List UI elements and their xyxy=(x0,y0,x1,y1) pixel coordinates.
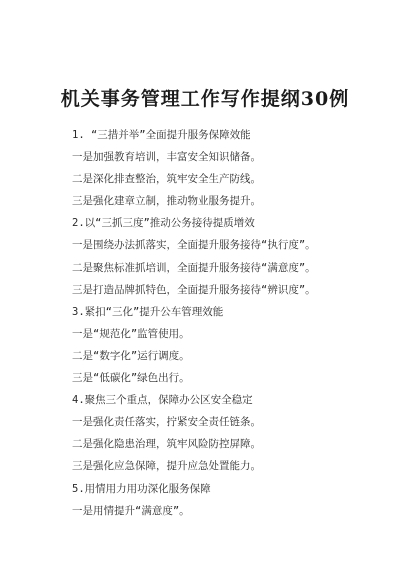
outline-item: 三是打造品牌抓特色，全面提升服务接待“辨识度”。 xyxy=(72,283,316,296)
outline-heading-5: 5.用情用力用功深化服务保障 xyxy=(72,482,211,495)
outline-heading-1: 1. “三措并举”全面提升服务保障效能 xyxy=(72,129,251,141)
outline-item: 三是强化应急保障，提升应急处置能力。 xyxy=(72,460,261,473)
outline-list xyxy=(72,124,392,522)
outline-heading-2: 2.以“三抓三度”推动公务接待提质增效 xyxy=(72,217,255,230)
outline-item: 二是深化排查整治，筑牢安全生产防线。 xyxy=(72,173,261,186)
outline-heading-3: 3.紧扣“三化”提升公车管理效能 xyxy=(72,305,224,318)
outline-item: 二是“数字化”运行调度。 xyxy=(72,349,190,362)
outline-item: 一是加强教育培训，丰富安全知识储备。 xyxy=(72,151,261,164)
outline-item: 二是强化隐患治理，筑牢风险防控屏障。 xyxy=(72,438,261,451)
outline-item: 三是“低碳化”绿色出行。 xyxy=(72,372,190,385)
outline-item: 一是强化责任落实，拧紧安全责任链条。 xyxy=(72,416,261,429)
outline-item: 一是“规范化”监管使用。 xyxy=(72,327,190,340)
outline-item: 二是聚焦标准抓培训，全面提升服务接待“满意度”。 xyxy=(72,261,316,274)
outline-item: 一是用情提升“满意度”。 xyxy=(72,504,190,517)
outline-item: 三是强化建章立制，推动物业服务提升。 xyxy=(72,195,261,208)
outline-heading-4: 4.聚焦三个重点，保障办公区安全稳定 xyxy=(72,394,253,407)
outline-item: 一是围绕办法抓落实，全面提升服务接待“执行度”。 xyxy=(72,239,316,252)
page-title: 机关事务管理工作写作提纲30例 xyxy=(60,88,350,110)
